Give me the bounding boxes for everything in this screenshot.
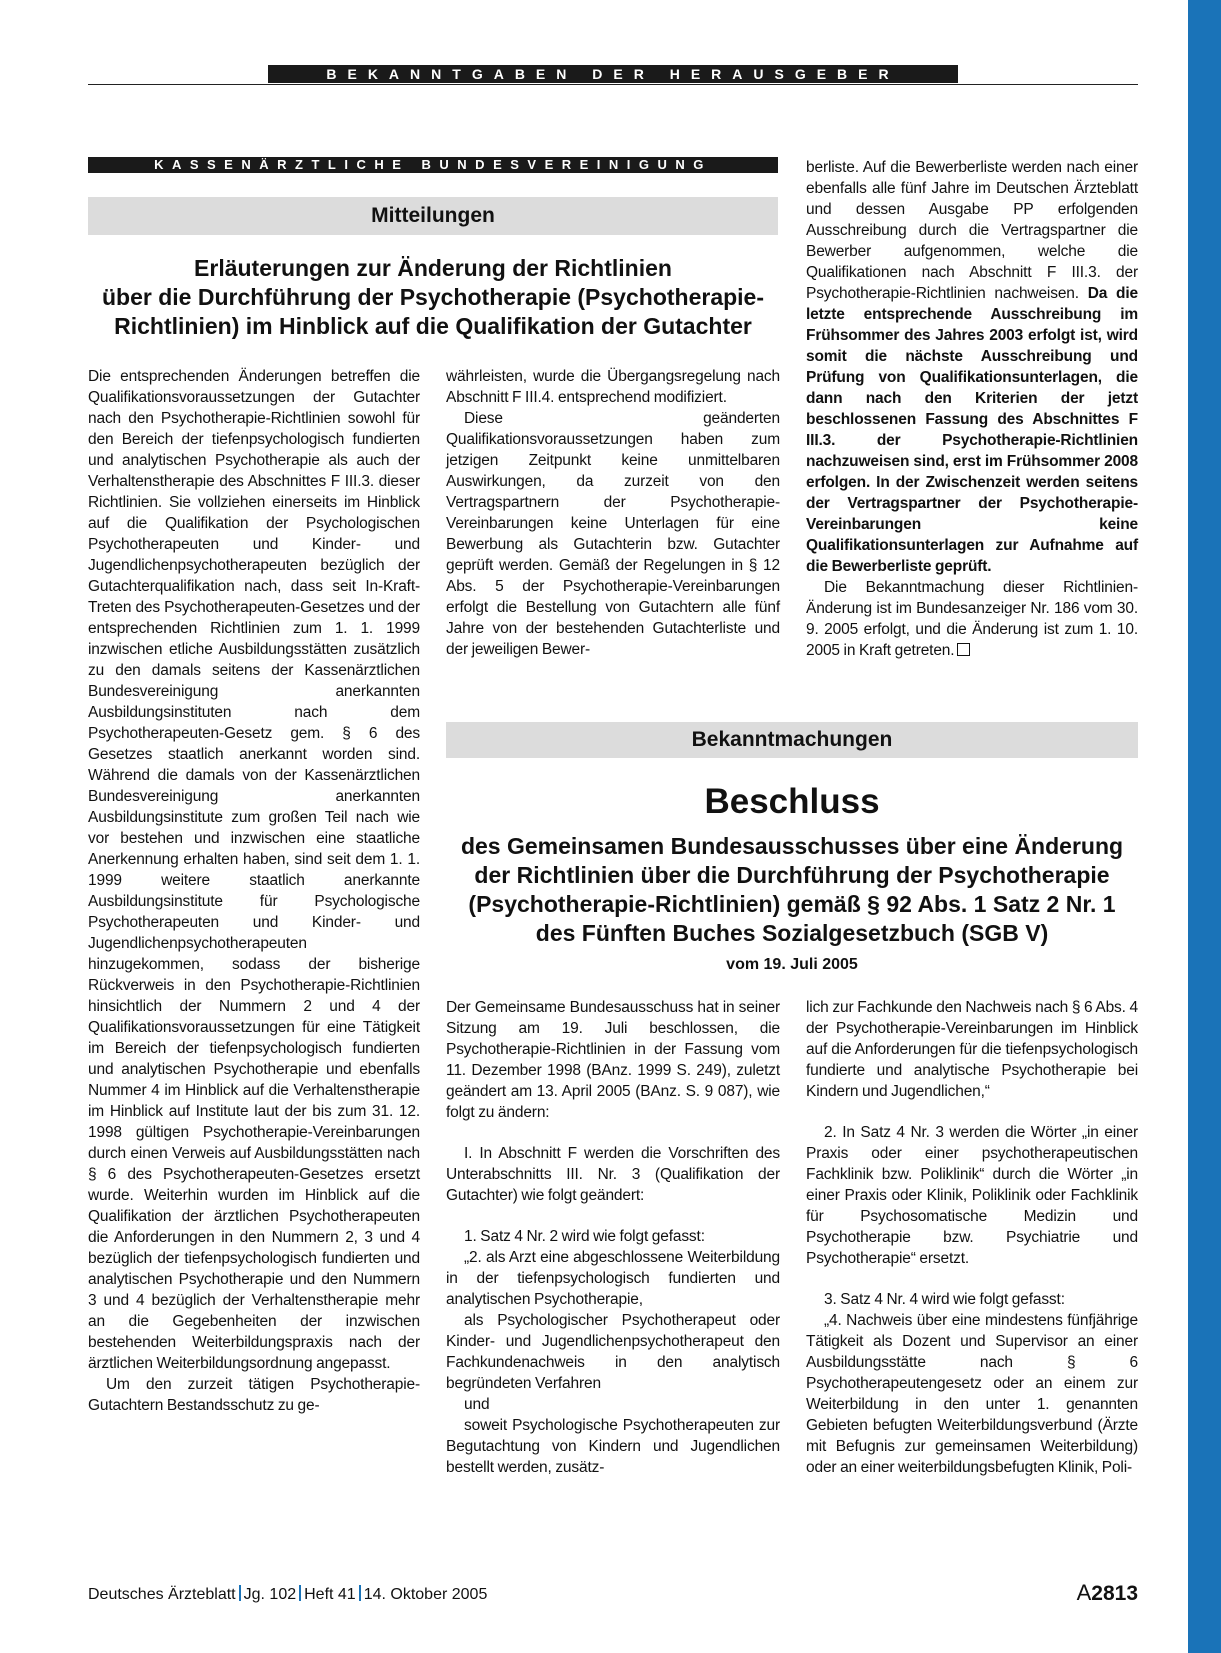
publisher-header-band: BEKANNTGABEN DER HERAUSGEBER	[268, 65, 958, 83]
header-rule	[88, 84, 1138, 85]
kbv-section-band: KASSENÄRZTLICHE BUNDESVEREINIGUNG	[88, 157, 778, 173]
paragraph-bold-text: Da die letzte entsprechende Ausschreibung im Frühsommer des Jahres 2003 erfolgt ist, wird somit die nächste Ausschreibung und Prüfung von Qualifikationsunterlagen, die dann nach den Kriterien der jetzt beschlossenen Fassung des Abschnittes F III.3. der Psychotherapie-Richtlinien nachzuweisen sind, erst im Frühsommer 2008 erfolgen. In der Zwischenzeit werden seitens der Vertragspartner der Psychotherapie-Vereinbarungen keine Qualifikationsunterlagen zur Aufnahme auf die Bewerberliste geprüft.	[806, 285, 1138, 575]
footer-separator	[359, 1585, 361, 1601]
journal-issue: Heft 41	[304, 1586, 356, 1603]
paragraph	[806, 577, 1138, 661]
paragraph: 3. Satz 4 Nr. 4 wird wie folgt gefasst:	[824, 1291, 1065, 1308]
paragraph: 1. Satz 4 Nr. 2 wird wie folgt gefasst:	[464, 1228, 705, 1245]
paragraph: lich zur Fachkunde den Nachweis nach § 6 Abs. 4 der Psychotherapie-Vereinbarungen im Hinblick auf die Anforderungen für die tiefenpsychologisch fundierte und analytische Psychotherapie bei Kindern und Jugendlichen,“	[806, 999, 1138, 1100]
paragraph: „4. Nachweis über eine mindestens fünfjährige Tätigkeit als Dozent und Supervisor an einer Ausbildungsstätte nach § 6 Psychotherapeutengesetz oder an einem zur Weiterbildung in den unter 1. genannten Gebieten befugten Weiterbildungsverbund (Ärzte mit Befugnis zur gemeinsamen Weiterbildung) oder an einer weiterbildungsbefugten Klinik, Poli-	[806, 1312, 1138, 1476]
subtitle-line: der Richtlinien über die Durchführung der Psychotherapie	[474, 862, 1110, 888]
page-prefix: A	[1076, 1580, 1092, 1605]
footer-separator	[239, 1585, 241, 1601]
end-mark-icon	[957, 643, 970, 656]
paragraph: Um den zurzeit tätigen Psychotherapie-Gutachtern Bestandsschutz zu ge-	[88, 1376, 420, 1414]
footer-separator	[299, 1585, 301, 1601]
text-column-2	[446, 366, 780, 660]
paragraph: währleisten, wurde die Übergangsregelung nach Abschnitt F III.4. entsprechend modifiziert.	[446, 368, 780, 406]
paragraph: Diese geänderten Qualifikationsvoraussetzungen haben zum jetzigen Zeitpunkt keine unmittelbaren Auswirkungen, da zurzeit von den Vertragspartnern der Psychotherapie-Vereinbarungen keine Unterlagen für eine Bewerbung als Gutachterin bzw. Gutachter geprüft werden. Gemäß der Regelungen in § 12 Abs. 5 der Psychotherapie-Vereinbarungen erfolgt die Bestellung von Gutachtern alle fünf Jahre von der bestehenden Gutachterliste und der jeweiligen Bewer-	[446, 410, 780, 658]
article-title	[88, 254, 778, 341]
edge-color-bar	[1188, 0, 1221, 1653]
paragraph: Der Gemeinsame Bundesausschuss hat in seiner Sitzung am 19. Juli beschlossen, die Psychotherapie-Richtlinien in der Fassung vom 11. Dezember 1998 (BAnz. 1999 S. 249), zuletzt geändert am 13. April 2005 (BAnz. S. 9 087), wie folgt zu ändern:	[446, 999, 780, 1121]
article-title-line: Richtlinien) im Hinblick auf die Qualifikation der Gutachter	[114, 313, 752, 339]
text-column-3	[806, 157, 1138, 661]
paragraph: als Psychologischer Psychotherapeut oder Kinder- und Jugendlichenpsychotherapeut den Fachkundenachweis in den analytisch begründeten Verfahren	[446, 1312, 780, 1392]
subtitle-line: (Psychotherapie-Richtlinien) gemäß § 92 Abs. 1 Satz 2 Nr. 1	[468, 891, 1116, 917]
journal-date: 14. Oktober 2005	[363, 1586, 488, 1603]
paragraph: und	[464, 1396, 490, 1413]
paragraph: 2. In Satz 4 Nr. 3 werden die Wörter „in einer Praxis oder einer psychotherapeutischen Fachklinik bzw. Poliklinik“ durch die Wörter „in einer Praxis oder Klinik, Poliklinik oder Fachklinik für Psychosomatische Medizin und Psychotherapie bzw. Psychiatrie und Psychotherapie“ ersetzt.	[806, 1124, 1138, 1267]
subtitle-line: des Gemeinsamen Bundesausschusses über eine Änderung	[460, 833, 1124, 859]
paragraph-text: Die Bekanntmachung dieser Richtlinien-Änderung ist im Bundesanzeiger Nr. 186 vom 30. 9. 2005 erfolgt, und die Änderung ist zum 1. 10. 2005 in Kraft getreten.	[806, 579, 1138, 659]
paragraph	[806, 157, 1138, 577]
footer-citation	[88, 1585, 487, 1605]
section-mitteilungen: Mitteilungen	[88, 197, 778, 235]
journal-volume: Jg. 102	[243, 1586, 297, 1603]
article-title-line: über die Durchführung der Psychotherapie (Psychotherapie-	[101, 284, 764, 310]
article-title-line: Erläuterungen zur Änderung der Richtlinien	[194, 255, 672, 281]
paragraph: I. In Abschnitt F werden die Vorschriften des Unterabschnitts III. Nr. 3 (Qualifikation der Gutachter) wie folgt geändert:	[446, 1145, 780, 1204]
beschluss-title: Beschluss	[704, 782, 880, 821]
section-bekanntmachungen: Bekanntmachungen	[446, 722, 1138, 758]
beschluss-subtitle	[446, 832, 1138, 948]
beschluss-date: vom 19. Juli 2005	[726, 956, 858, 973]
journal-name: Deutsches Ärzteblatt	[88, 1586, 236, 1603]
page-number-value: 2813	[1091, 1582, 1138, 1605]
text-column-4	[446, 997, 780, 1478]
paragraph: Die entsprechenden Änderungen betreffen die Qualifikationsvoraussetzungen der Gutachter nach den Psychotherapie-Richtlinien sowohl für den Bereich der tiefenpsychologisch fundierten und analytischen Psychotherapie als auch der Verhaltenstherapie des Abschnittes F III.3. dieser Richtlinien. Sie vollziehen einerseits im Hinblick auf die Qualifikation der Psychologischen Psychotherapeuten und Kinder- und Jugendlichenpsychotherapeuten bezüglich der Gutachterqualifikation nach, dass seit In-Kraft-Treten des Psychotherapeuten-Gesetzes und der entsprechenden Richtlinien zum 1. 1. 1999 inzwischen etliche Ausbildungsstätten zusätzlich zu den damals seitens der Kassenärztlichen Bundesvereinigung anerkannten Ausbildungsinstituten nach dem Psychotherapeuten-Gesetz gem. § 6 des Gesetzes staatlich anerkannt worden sind. Während die damals von der Kassenärztlichen Bundesvereinigung anerkannten Ausbildungsinstitute zum großen Teil nach wie vor bestehen und inzwischen eine staatliche Anerkennung erhalten haben, sind seit dem 1. 1. 1999 weitere staatlich anerkannte Ausbildungsinstitute für Psychologische Psychotherapeuten und Kinder- und Jugendlichenpsychotherapeuten hinzugekommen, sodass der bisherige Rückverweis in den Psychotherapie-Richtlinien hinsichtlich der Nummern 2 und 4 der Qualifikationsvoraussetzungen für eine Tätigkeit im Bereich der tiefenpsychologisch fundierten und analytischen Psychotherapie und ebenfalls Nummer 4 im Hinblick auf die Verhaltenstherapie im Hinblick auf Institute laut der bis zum 31. 12. 1998 gültigen Psychotherapie-Vereinbarungen durch einen Verweis auf Ausbildungsstätten nach § 6 des Psychotherapeuten-Gesetzes ersetzt wurde. Weiterhin wurden im Hinblick auf die Qualifikation der ärztlichen Psychotherapeuten die Anforderungen in den Nummern 2, 3 und 4 bezüglich der tiefenpsychologisch fundierten und analytischen Psychotherapie und den Nummern 3 und 4 bezüglich der Verhaltenstherapie mehr an die Gegebenheiten der inzwischen bestehenden Weiterbildungspraxis nach der ärztlichen Weiterbildungsordnung angepasst.	[88, 368, 420, 1372]
paragraph: „2. als Arzt eine abgeschlossene Weiterbildung in der tiefenpsychologisch fundierten und analytischen Psychotherapie,	[446, 1249, 780, 1308]
page-number	[1077, 1580, 1138, 1607]
paragraph: soweit Psychologische Psychotherapeuten zur Begutachtung von Kindern und Jugendlichen bestellt werden, zusätz-	[446, 1417, 780, 1476]
subtitle-line: des Fünften Buches Sozialgesetzbuch (SGB V)	[535, 920, 1049, 946]
paragraph-text: berliste. Auf die Bewerberliste werden nach einer ebenfalls alle fünf Jahre im Deutschen Ärzteblatt und dessen Ausgabe PP erfolgenden Ausschreibung durch die Vertragspartner die Bewerber aufgenommen, welche die Qualifikationen nach Abschnitt F III.3. der Psychotherapie-Richtlinien nachweisen.	[806, 159, 1138, 302]
text-column-1	[88, 366, 420, 1416]
text-column-5	[806, 997, 1138, 1478]
